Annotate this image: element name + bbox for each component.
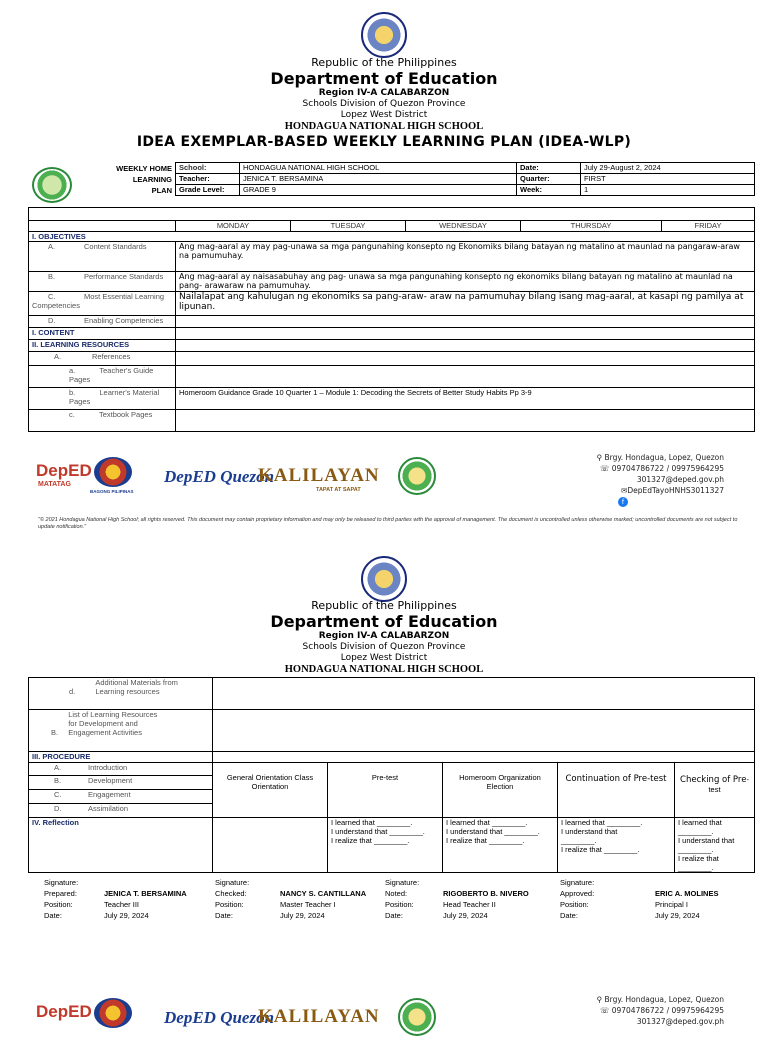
references-label: A. References: [29, 352, 176, 366]
region-text: Region IV-A CALABARZON: [318, 88, 450, 98]
email-line-2: 301327@deped.gov.ph: [636, 1017, 724, 1026]
wlp-label: WEEKLY HOME LEARNING PLAN: [116, 164, 172, 195]
address-line: ⚲ Brgy. Hondagua, Lopez, Quezon: [596, 453, 724, 462]
enabling-value: [176, 316, 755, 328]
procedure-value: [213, 752, 755, 763]
location-icon: ⚲: [596, 453, 603, 462]
grade-label: Grade Level:: [176, 185, 240, 196]
kalilayan-logo: KALILAYAN: [258, 465, 380, 486]
learning-resources-heading: II. LEARNING RESOURCES: [29, 340, 176, 352]
school-logo: [32, 167, 72, 203]
bagong-pilipinas-logo: [94, 457, 132, 487]
enabling-label: D. Enabling Competencies: [29, 316, 176, 328]
info-table: [175, 162, 755, 196]
content-standards-label: A. Content Standards: [29, 242, 176, 272]
performance-standards-value: Ang mag-aaral ay naisasabuhay ang pag- unawa sa mga pangunahing konsepto ng ekonomiks bilang batayan ng matalino at maunlad na pang- arawaraw na pamumuhay.: [176, 272, 755, 292]
day-thursday: THURSDAY: [521, 221, 662, 232]
textbook-label: c. Textbook Pages: [29, 410, 176, 432]
facebook-icon[interactable]: f: [618, 497, 628, 507]
matatag-logo: MATATAG: [38, 481, 71, 488]
phone-icon: ☏: [599, 1006, 610, 1015]
department-title-2: Department of Education: [270, 612, 498, 631]
blank-row: [29, 208, 755, 221]
list-resources-label: B. List of Learning Resources for Development and Engagement Activities: [29, 710, 213, 752]
footer-logos: [36, 455, 456, 503]
reflection-thursday: I learned that ________. I understand that ________. I realize that ________.: [558, 818, 675, 873]
region-text-2: Region IV-A CALABARZON: [318, 631, 450, 641]
tapat-text: TAPAT AT SAPAT: [316, 487, 361, 493]
signature-noted: Signature: Noted: RIGOBERTO B. NIVERO Position: Head Teacher II Date: July 29, 2024: [385, 878, 529, 920]
week-label: Week:: [517, 185, 581, 196]
signature-checked: Signature: Checked: NANCY S. CANTILLANA Position: Master Teacher I Date: July 29, 2024: [215, 878, 367, 920]
division-text-2: Schools Division of Quezon Province: [302, 642, 466, 652]
additional-materials-label: d. Additional Materials from Learning resources: [29, 678, 213, 710]
friday-activity: Checking of Pre-test: [675, 763, 755, 818]
school-label: School:: [176, 163, 240, 174]
content-heading: I. CONTENT: [29, 328, 176, 340]
grade-value: GRADE 9: [240, 185, 517, 196]
reflection-monday: [213, 818, 328, 873]
assimilation-label: D. Assimilation: [29, 804, 213, 818]
school-name-2: HONDAGUA NATIONAL HIGH SCHOOL: [284, 664, 484, 675]
mail-icon: ✉: [621, 486, 628, 495]
fb-line: ✉DepEdTayoHNHS3011327: [621, 486, 724, 495]
school-seal-footer: [398, 457, 436, 495]
tuesday-activity: Pre-test: [328, 763, 443, 818]
monday-activity: General Orientation Class Orientation: [213, 763, 328, 818]
content-value: [176, 328, 755, 340]
teacher-value: JENICA T. BERSAMINA: [240, 174, 517, 185]
teachers-guide-value: [176, 366, 755, 388]
signature-approved: Signature: Approved: ERIC A. MOLINES Position: Principal I Date: July 29, 2024: [560, 878, 719, 920]
disclaimer: "© 2021 Hondagua National High School; all rights reserved. This document may contain proprietary information and may only be released to third parties with the approval of management. The document is uncontrolled unless otherwise marked; uncontrolled documents are not subject to update notification.": [38, 517, 738, 530]
kalilayan-logo-2: KALILAYAN: [258, 1006, 380, 1027]
plan-title: IDEA EXEMPLAR-BASED WEEKLY LEARNING PLAN (IDEA-WLP): [136, 134, 632, 150]
address-line-2: ⚲ Brgy. Hondagua, Lopez, Quezon: [596, 995, 724, 1004]
quarter-label: Quarter:: [517, 174, 581, 185]
procedure-table: [28, 677, 755, 873]
days-corner: [29, 221, 176, 232]
deped-logo: DepED: [36, 461, 92, 480]
school-name: HONDAGUA NATIONAL HIGH SCHOOL: [284, 121, 484, 132]
engagement-label: C. Engagement: [29, 790, 213, 804]
reflection-wednesday: I learned that ________. I understand that ________. I realize that ________.: [443, 818, 558, 873]
day-monday: MONDAY: [176, 221, 291, 232]
phone-line: ☏ 09704786722 / 09975964295: [599, 464, 724, 473]
bagong-pilipinas-text: BAGONG PILIPINAS: [90, 489, 134, 494]
deped-quezon-logo-2: DepED Quezon: [164, 1008, 275, 1027]
list-resources-value: [213, 710, 755, 752]
references-value: [176, 352, 755, 366]
deped-seal-2: [361, 556, 407, 602]
deped-seal: [361, 12, 407, 58]
school-value: HONDAGUA NATIONAL HIGH SCHOOL: [240, 163, 517, 174]
day-wednesday: WEDNESDAY: [406, 221, 521, 232]
district-text-2: Lopez West District: [340, 653, 428, 663]
additional-materials-value: [213, 678, 755, 710]
phone-line-2: ☏ 09704786722 / 09975964295: [599, 1006, 724, 1015]
wednesday-activity: Homeroom Organization Election: [443, 763, 558, 818]
deped-logo-2: DepED: [36, 1002, 92, 1021]
learners-material-label: b. Learner's Material Pages: [29, 388, 176, 410]
week-value: 1: [581, 185, 755, 196]
performance-standards-label: B. Performance Standards: [29, 272, 176, 292]
phone-icon: ☏: [599, 464, 610, 473]
day-friday: FRIDAY: [662, 221, 755, 232]
quarter-value: FIRST: [581, 174, 755, 185]
republic-text-2: Republic of the Philippines: [311, 599, 457, 612]
teacher-label: Teacher:: [176, 174, 240, 185]
school-seal-footer-2: [398, 998, 436, 1036]
procedure-heading: III. PROCEDURE: [29, 752, 213, 763]
division-text: Schools Division of Quezon Province: [302, 99, 466, 109]
date-label: Date:: [517, 163, 581, 174]
objectives-heading: I. OBJECTIVES: [29, 232, 755, 242]
footer-logos-2: [36, 996, 456, 1044]
contact-block-2: [597, 994, 724, 1027]
date-value: July 29-August 2, 2024: [581, 163, 755, 174]
textbook-value: [176, 410, 755, 432]
email-line: 301327@deped.gov.ph: [636, 475, 724, 484]
contact-block: [597, 452, 724, 507]
department-title: Department of Education: [270, 69, 498, 88]
day-tuesday: TUESDAY: [291, 221, 406, 232]
location-icon: ⚲: [596, 995, 603, 1004]
reflection-heading: IV. Reflection: [29, 818, 213, 873]
deped-quezon-logo: DepED Quezon: [164, 467, 275, 486]
signature-prepared: Signature: Prepared: JENICA T. BERSAMINA Position: Teacher III Date: July 29, 2024: [44, 878, 187, 920]
republic-text: Republic of the Philippines: [311, 56, 457, 69]
teachers-guide-label: a. Teacher's Guide Pages: [29, 366, 176, 388]
introduction-label: A. Introduction: [29, 763, 213, 776]
development-label: B. Development: [29, 776, 213, 790]
melc-label: C. Most Essential Learning Competencies: [29, 292, 176, 316]
district-text: Lopez West District: [340, 110, 428, 120]
reflection-tuesday: I learned that ________. I understand that ________. I realize that ________.: [328, 818, 443, 873]
melc-value: Nailalapat ang kahulugan ng ekonomiks sa pang-araw- araw na pamumuhay bilang isang mag-aaral, at kasapi ng pamilya at lipunan.: [176, 292, 755, 316]
thursday-activity: Continuation of Pre-test: [558, 763, 675, 818]
content-standards-value: Ang mag-aaral ay may pag-unawa sa mga pangunahing konsepto ng Ekonomiks bilang batayan ng matalino at maunlad na pangaraw-araw na pamumuhay.: [176, 242, 755, 272]
learners-material-value: Homeroom Guidance Grade 10 Quarter 1 – Module 1: Decoding the Secrets of Better Study Habits Pp 3-9: [176, 388, 755, 410]
objectives-table: [28, 207, 755, 432]
learning-resources-value: [176, 340, 755, 352]
reflection-friday: I learned that ________. I understand that ________. I realize that ________.: [675, 818, 755, 873]
